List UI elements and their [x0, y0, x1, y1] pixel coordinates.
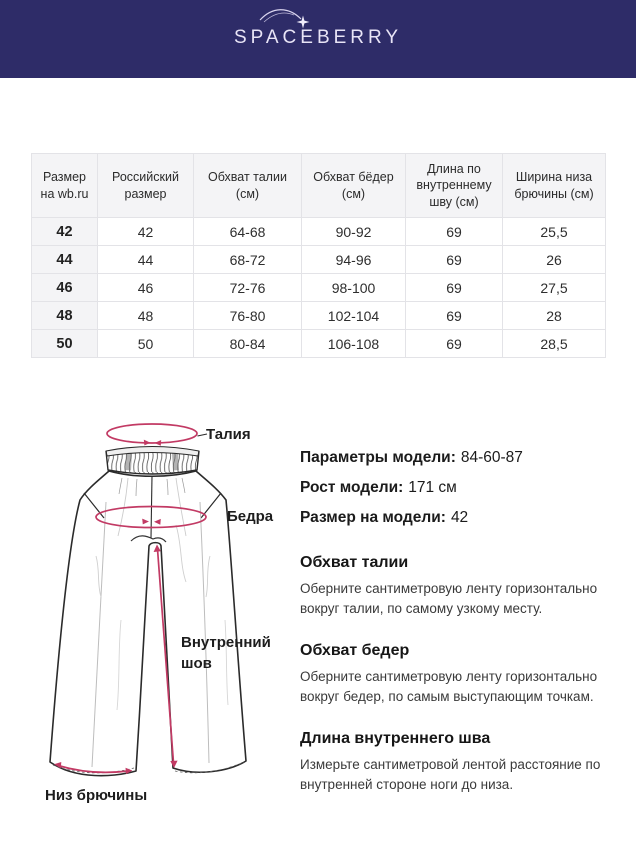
section-inseam-title: Длина внутреннего шва [300, 730, 491, 747]
model-size-value: 42 [450, 509, 469, 526]
value-cell: 25,5 [503, 218, 606, 246]
size-cell: 44 [32, 246, 98, 274]
value-cell: 94-96 [302, 246, 406, 274]
value-cell: 69 [406, 302, 503, 330]
value-cell: 48 [98, 302, 194, 330]
header-band [0, 0, 636, 78]
value-cell: 64-68 [194, 218, 302, 246]
hem-label: Низ брючины [45, 787, 148, 804]
value-cell: 28,5 [503, 330, 606, 358]
value-cell: 76-80 [194, 302, 302, 330]
column-header: Обхват талии (см) [194, 154, 302, 218]
section-waist [300, 554, 618, 619]
value-cell: 102-104 [302, 302, 406, 330]
value-cell: 26 [503, 246, 606, 274]
section-waist-text: Оберните сантиметровую ленту горизонтально вокруг талии, по самому узкому месту. [300, 581, 598, 616]
size-cell: 42 [32, 218, 98, 246]
header-row [32, 154, 606, 218]
section-inseam [300, 730, 618, 795]
column-header: Ширина низа брючины (см) [503, 154, 606, 218]
value-cell: 98-100 [302, 274, 406, 302]
size-cell: 48 [32, 302, 98, 330]
model-size-line [300, 503, 618, 533]
section-waist-title: Обхват талии [300, 554, 409, 571]
pants-diagram [30, 415, 300, 810]
table-row [32, 302, 606, 330]
waist-label: Талия [206, 426, 251, 443]
column-header: Обхват бёдер (см) [302, 154, 406, 218]
column-header: Размер на wb.ru [32, 154, 98, 218]
section-hips [300, 642, 618, 707]
model-size-label: Размер на модели: [300, 509, 446, 526]
value-cell: 50 [98, 330, 194, 358]
value-cell: 27,5 [503, 274, 606, 302]
size-table [31, 153, 606, 358]
section-hips-text: Оберните сантиметровую ленту горизонтально вокруг бедер, по самым выступающим точкам. [300, 669, 598, 704]
model-params-line [300, 443, 618, 473]
hips-label: Бедра [227, 508, 274, 525]
info-column [300, 443, 618, 818]
column-header: Длина по внутреннему шву (см) [406, 154, 503, 218]
model-height-label: Рост модели: [300, 479, 404, 496]
value-cell: 46 [98, 274, 194, 302]
value-cell: 69 [406, 274, 503, 302]
value-cell: 106-108 [302, 330, 406, 358]
value-cell: 69 [406, 218, 503, 246]
value-cell: 44 [98, 246, 194, 274]
section-hips-title: Обхват бедер [300, 642, 410, 659]
column-header: Российский размер [98, 154, 194, 218]
value-cell: 72-76 [194, 274, 302, 302]
value-cell: 68-72 [194, 246, 302, 274]
size-cell: 46 [32, 274, 98, 302]
inseam-label: Внутренний шов [181, 634, 271, 672]
value-cell: 90-92 [302, 218, 406, 246]
value-cell: 80-84 [194, 330, 302, 358]
size-table-body [32, 218, 606, 358]
section-inseam-text: Измерьте сантиметровой лентой расстояние по внутренней стороне ноги до низа. [300, 757, 601, 792]
model-info [300, 443, 618, 533]
table-row [32, 218, 606, 246]
size-table-head [32, 154, 606, 218]
brand-logo: SPACEBERRY [233, 27, 403, 48]
table-row [32, 274, 606, 302]
model-height-value: 171 см [408, 479, 457, 496]
value-cell: 69 [406, 330, 503, 358]
value-cell: 28 [503, 302, 606, 330]
model-height-line [300, 473, 618, 503]
size-cell: 50 [32, 330, 98, 358]
table-row [32, 330, 606, 358]
table-row [32, 246, 606, 274]
model-params-label: Параметры модели: [300, 449, 456, 466]
value-cell: 42 [98, 218, 194, 246]
value-cell: 69 [406, 246, 503, 274]
model-params-value: 84-60-87 [460, 449, 523, 466]
